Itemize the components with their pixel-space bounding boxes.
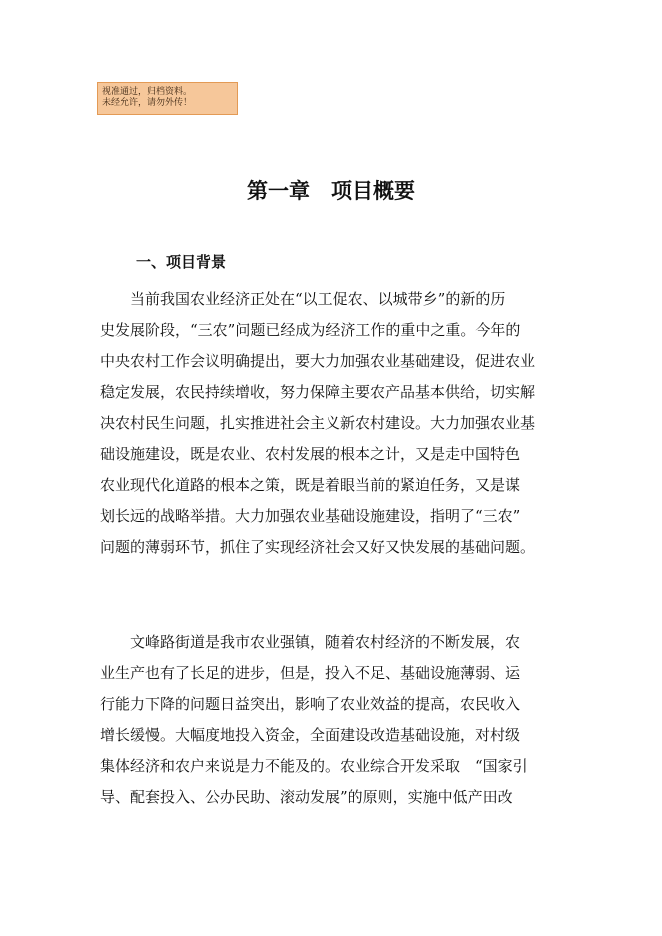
- paragraph-line: 集体经济和农户来说是力不能及的。农业综合开发采取 “国家引: [100, 757, 528, 775]
- paragraph-line: 划长远的战略举措。大力加强农业基础设施建设，指明了“三农”: [100, 507, 521, 525]
- paragraph-line: 文峰路街道是我市农业强镇，随着农村经济的不断发展，农: [100, 633, 521, 651]
- paragraph-line: 史发展阶段，“三农”问题已经成为经济工作的重中之重。今年的: [100, 321, 521, 339]
- paragraph-line: 中央农村工作会议明确提出，要大力加强农业基础建设，促进农业: [100, 352, 536, 370]
- paragraph-line: 决农村民生问题，扎实推进社会主义新农村建设。大力加强农业基: [100, 414, 536, 432]
- paragraph-line: 稳定发展，农民持续增收，努力保障主要农产品基本供给，切实解: [100, 383, 536, 401]
- section-heading: 一、项目背景: [136, 253, 227, 271]
- chapter-title: 第一章 项目概要: [247, 179, 415, 203]
- stamp-line: 视准通过，归档资料。: [102, 87, 193, 97]
- paragraph-line: 础设施建设，既是农业、农村发展的根本之计，又是走中国特色: [100, 445, 521, 463]
- paragraph-line: 行能力下降的问题日益突出，影响了农业效益的提高，农民收入: [100, 695, 521, 713]
- confidential-stamp: [97, 82, 238, 115]
- paragraph-line: 农业现代化道路的根本之策，既是着眼当前的紧迫任务，又是谋: [100, 476, 521, 494]
- stamp-line: 未经允许，请勿外传！: [102, 98, 193, 108]
- paragraph-line: 当前我国农业经济正处在“以工促农、以城带乡”的新的历: [100, 290, 506, 308]
- paragraph-line: 业生产也有了长足的进步，但是，投入不足、基础设施薄弱、运: [100, 664, 521, 682]
- paragraph-line: 问题的薄弱环节，抓住了实现经济社会又好又快发展的基础问题。: [100, 538, 536, 556]
- paragraph-line: 导、配套投入、公办民助、滚动发展”的原则，实施中低产田改: [100, 788, 513, 806]
- paragraph-line: 增长缓慢。大幅度地投入资金，全面建设改造基础设施，对村级: [100, 726, 521, 744]
- paragraph-local-situation: [100, 627, 580, 813]
- paragraph-background: [100, 284, 580, 563]
